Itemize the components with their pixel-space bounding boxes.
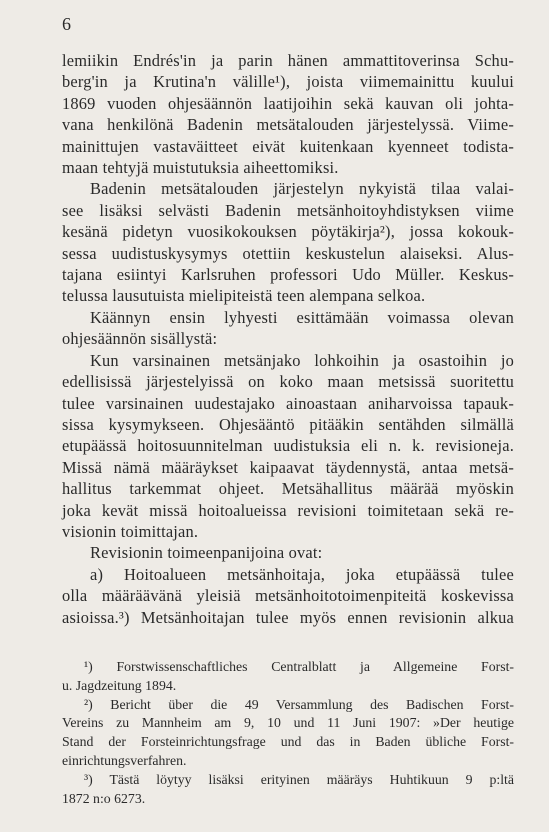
page-number: 6 — [62, 14, 71, 34]
text-line: Revisionin toimeenpanijoina ovat: — [90, 543, 323, 563]
text-line: berg'in ja Krutina'n välille¹), joista viimemainittu kuului — [62, 72, 514, 92]
text-line: vana henkilönä Badenin metsätalouden järjestelyssä. Viime- — [62, 115, 514, 135]
text-line: Missä nämä määräykset kaipaavat täydennystä, antaa metsä- — [62, 457, 514, 477]
text-line: olla määräävänä yleisiä metsänhoitotoimenpiteitä koskevissa — [62, 586, 514, 606]
footnote-line: ³) Tästä löytyy lisäksi erityinen määräys Huhtikuun 9 p:ltä — [84, 771, 514, 787]
text-line: ohjesäännön sisällystä: — [62, 329, 218, 349]
footnote-line: u. Jagdzeitung 1894. — [62, 677, 177, 693]
body-text — [62, 50, 514, 628]
text-line: kesänä pidetyn vuosikokouksen pöytäkirja²), jossa kokouk- — [62, 222, 514, 242]
text-line: visionin toimittajan. — [62, 521, 199, 541]
text-line: lemiikin Endrés'in ja parin hänen ammattitoverinsa Schu- — [62, 51, 514, 70]
footnote-line: Vereins zu Mannheim am 9, 10 und 11 Juni 1907: »Der heutige — [62, 715, 514, 731]
text-line: see lisäksi selvästi Badenin metsänhoitoyhdistyksen viime — [62, 200, 514, 220]
footnote-line: einrichtungsverfahren. — [62, 752, 187, 768]
text-line: etupäässä hoitosuunnitelman uudistuksia eli n. k. revisioneja. — [62, 436, 514, 456]
text-line: a) Hoitoalueen metsänhoitaja, joka etupäässä tulee — [90, 564, 514, 584]
text-line: tajana esiintyi Karlsruhen professori Udo Müller. Keskus- — [62, 265, 514, 285]
text-line: hallitus tarkemmat ohjeet. Metsähallitus määrää myöskin — [62, 479, 514, 499]
footnote-line: ²) Bericht über die 49 Versammlung des Badischen Forst- — [84, 696, 514, 712]
text-line: mainittujen vastaväitteet eivät kuitenkaan kyenneet todista- — [62, 136, 514, 156]
footnote-line: ¹) Forstwissenschaftliches Centralblatt ja Allgemeine Forst- — [84, 659, 514, 674]
footnotes — [62, 658, 514, 808]
text-line: tulee varsinainen uudestajako ainoastaan aniharvoissa tapauk- — [62, 393, 514, 413]
text-line: sissa kysymykseen. Ohjesääntö pitääkin sentähden silmällä — [62, 414, 514, 434]
footnote-line: Stand der Forsteinrichtungsfrage und das in Baden übliche Forst- — [62, 734, 514, 750]
text-line: edellisissä järjestelyissä on koko maan metsissä suoritettu — [62, 372, 514, 392]
text-line: sessa uudistuskysymys otettiin keskustelun alaiseksi. Alus- — [62, 243, 514, 263]
text-line: 1869 vuoden ohjesäännön laatijoihin sekä kauvan oli johta- — [62, 93, 514, 113]
text-line: asioissa.³) Metsänhoitajan tulee myös ennen revisionin alkua — [62, 607, 514, 627]
text-line: maan tehtyjä muistutuksia aiheettomiksi. — [62, 158, 339, 178]
text-line: Badenin metsätalouden järjestelyn nykyistä tilaa valai- — [90, 179, 514, 199]
text-line: joka kevät missä hoitoalueissa revisioni toimitetaan sekä re- — [62, 500, 514, 520]
text-line: Käännyn ensin lyhyesti esittämään voimassa olevan — [90, 307, 514, 327]
text-line: telussa lausutuista mielipiteistä teen alempana selkoa. — [62, 286, 426, 306]
footnote-line: 1872 n:o 6273. — [62, 790, 146, 806]
text-line: Kun varsinainen metsänjako lohkoihin ja osastoihin jo — [90, 350, 514, 370]
